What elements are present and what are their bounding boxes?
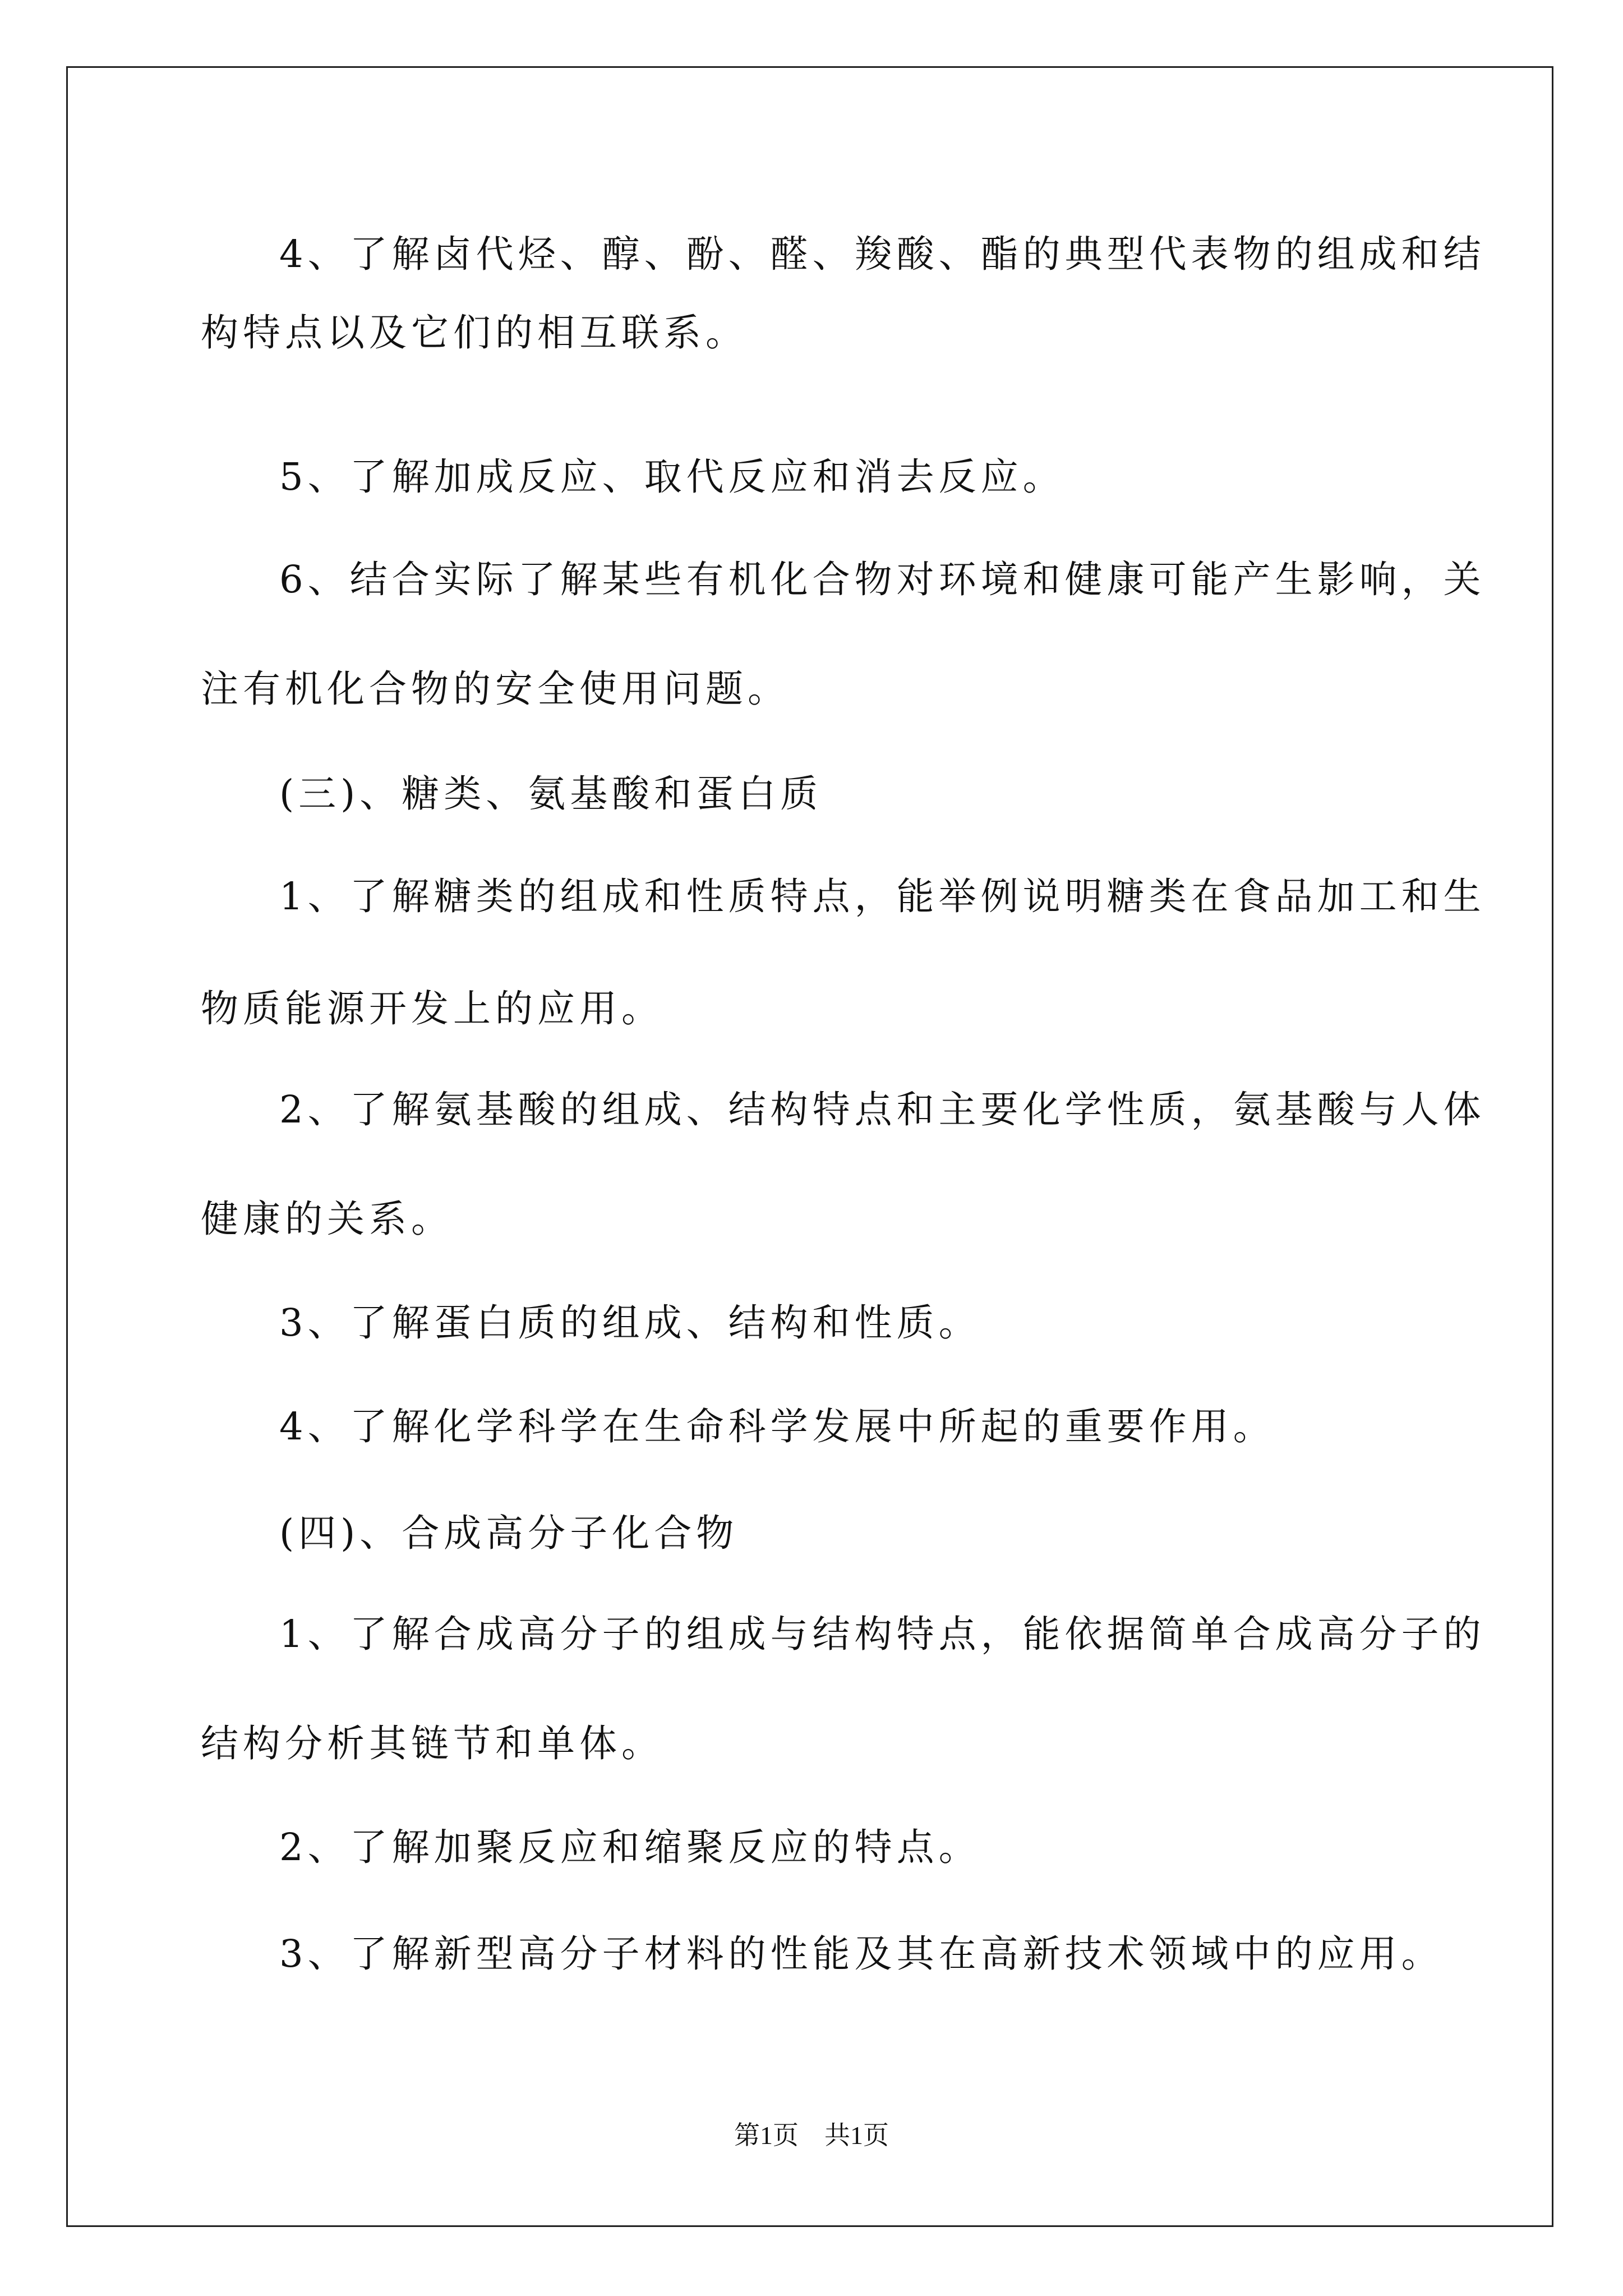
paragraph-line: 2、了解加聚反应和缩聚反应的特点。 bbox=[279, 1825, 981, 1869]
page-footer: 第1页 共1页 bbox=[734, 2121, 889, 2150]
paragraph-line: 构特点以及它们的相互联系。 bbox=[201, 311, 748, 355]
section-heading: (三)、糖类、氨基酸和蛋白质 bbox=[279, 772, 823, 816]
page-border bbox=[66, 66, 1553, 2227]
paragraph-line: 物质能源开发上的应用。 bbox=[201, 987, 663, 1030]
paragraph-line: 6、结合实际了解某些有机化合物对环境和健康可能产生影响，关 bbox=[279, 558, 1486, 601]
paragraph-line: 3、了解新型高分子材料的性能及其在高新技术领域中的应用。 bbox=[279, 1932, 1444, 1976]
paragraph-line: 1、了解糖类的组成和性质特点，能举例说明糖类在食品加工和生 bbox=[279, 875, 1486, 918]
paragraph-line: 2、了解氨基酸的组成、结构特点和主要化学性质，氨基酸与人体 bbox=[279, 1088, 1486, 1131]
paragraph-line: 5、了解加成反应、取代反应和消去反应。 bbox=[279, 455, 1065, 499]
paragraph-line: 健康的关系。 bbox=[201, 1197, 453, 1241]
paragraph-line: 结构分析其链节和单体。 bbox=[201, 1722, 663, 1765]
paragraph-line: 4、了解卤代烃、醇、酚、醛、羧酸、酯的典型代表物的组成和结 bbox=[279, 232, 1486, 276]
paragraph-line: 4、了解化学科学在生命科学发展中所起的重要作用。 bbox=[279, 1405, 1275, 1448]
paragraph-line: 注有机化合物的安全使用问题。 bbox=[201, 667, 790, 711]
section-heading: (四)、合成高分子化合物 bbox=[279, 1511, 739, 1555]
paragraph-line: 1、了解合成高分子的组成与结构特点，能依据简单合成高分子的 bbox=[279, 1612, 1486, 1656]
paragraph-line: 3、了解蛋白质的组成、结构和性质。 bbox=[279, 1301, 981, 1345]
